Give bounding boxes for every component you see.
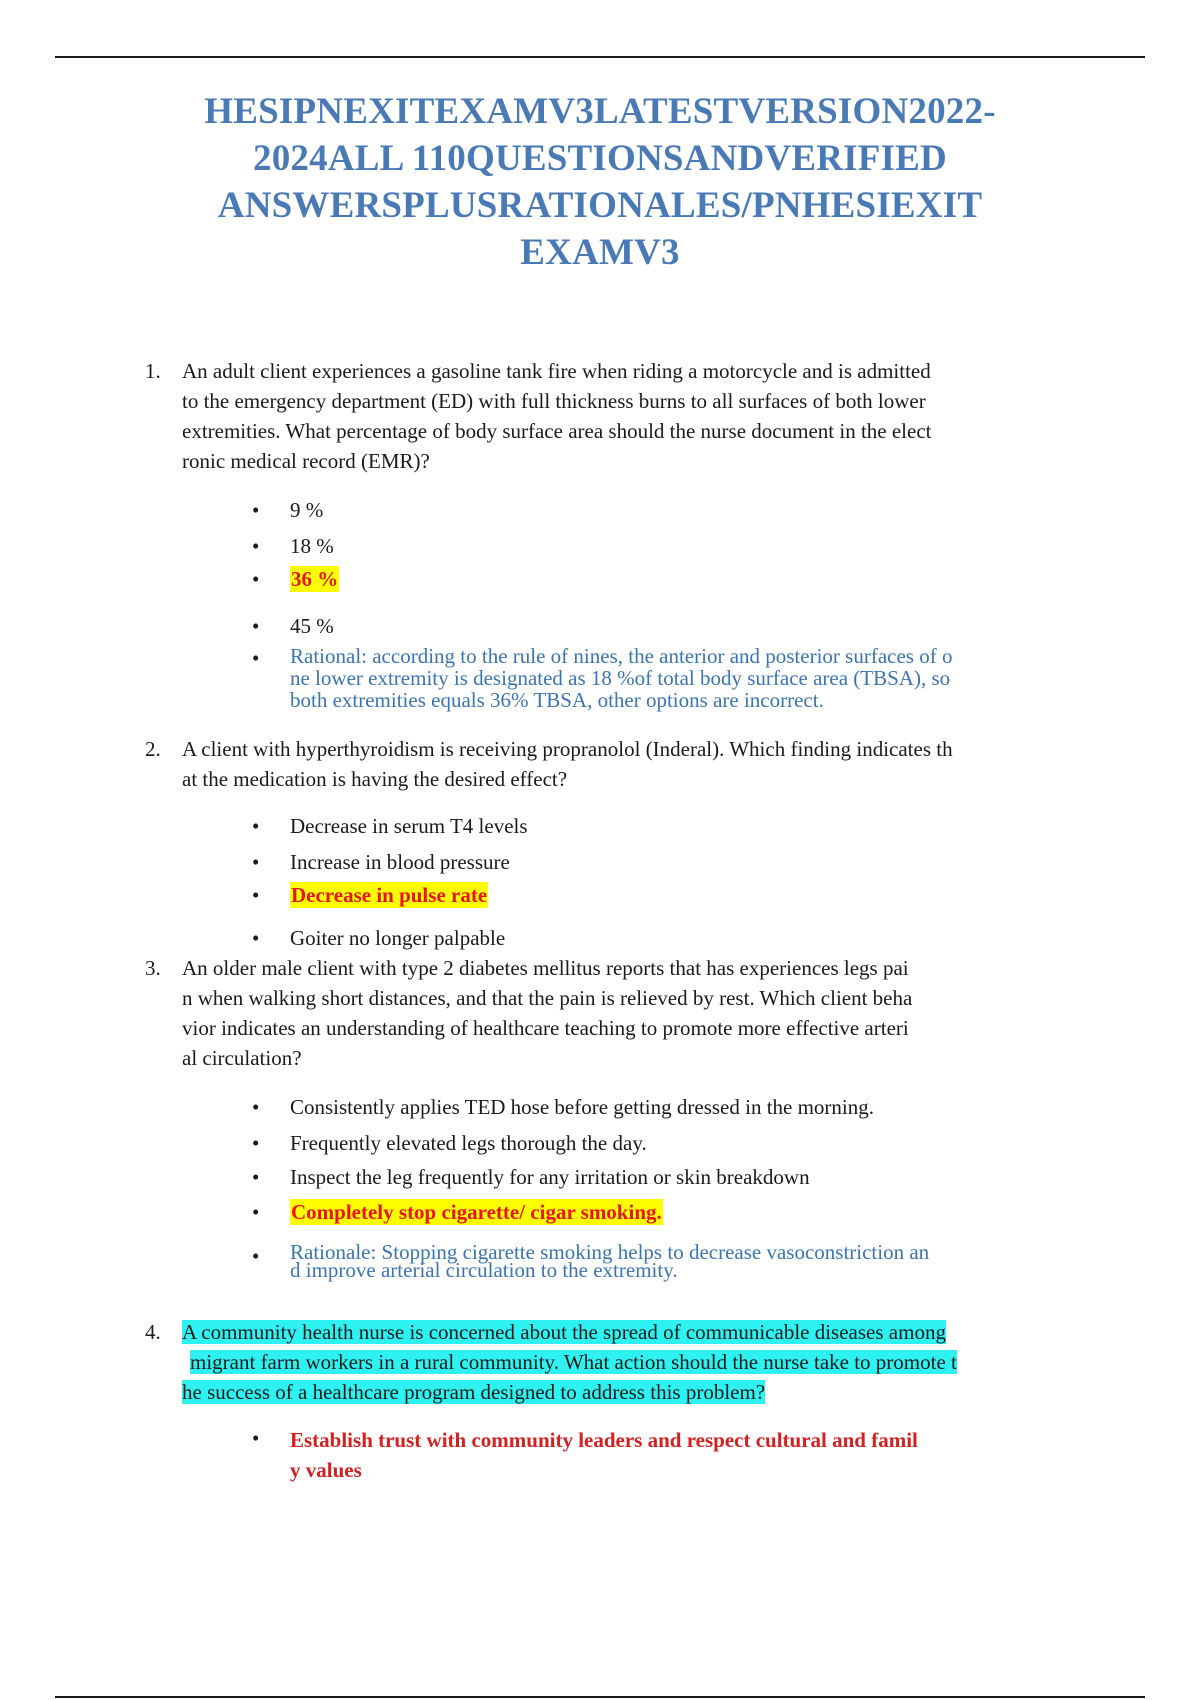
option-text: 36 % [291,567,339,591]
question-stem [182,1317,1085,1407]
rationale-line: both extremities equals 36% TBSA, other options are incorrect. [290,688,824,712]
bullet: • [252,1426,260,1450]
question-stem [182,356,1085,476]
bullet: • [252,883,260,907]
option-text: 45 % [290,614,334,638]
document-title [150,88,1050,276]
option-text: Decrease in serum T4 levels [290,814,528,838]
bullet: • [252,926,260,950]
option-text: Increase in blood pressure [290,850,510,874]
option-text: Frequently elevated legs thorough the day. [290,1131,647,1155]
option-text: Inspect the leg frequently for any irritation or skin breakdown [290,1165,810,1189]
bullet: • [252,850,260,874]
stem-line: An adult client experiences a gasoline tank fire when riding a motorcycle and is admitted [182,359,931,383]
stem-line-wrap [182,1347,1085,1377]
question-stem [182,734,1085,794]
question-number: 3. [145,956,161,980]
rationale-line: ne lower extremity is designated as 18 %of total body surface area (TBSA), so [290,666,951,690]
bullet: • [252,567,260,591]
stem-line: A client with hyperthyroidism is receiving propranolol (Inderal). Which finding indicates th [182,737,953,761]
bullet: • [252,534,260,558]
stem-line: An older male client with type 2 diabetes mellitus reports that has experiences legs pai [182,956,909,980]
stem-line: at the medication is having the desired effect? [182,767,568,791]
question-stem [182,953,1085,1073]
bullet: • [252,1200,260,1224]
option-text: Goiter no longer palpable [290,926,506,950]
question-2 [145,734,1085,794]
option-text: Decrease in pulse rate [291,883,488,907]
answer-text [290,1425,918,1485]
stem-line-wrap [182,1317,1085,1347]
stem-line: al circulation? [182,1046,302,1070]
title-line: 2024ALL 110QUESTIONSANDVERIFIED [253,138,947,179]
bullet: • [252,498,260,522]
bullet: • [252,1165,260,1189]
rationale-text [290,645,952,711]
bullet: • [252,614,260,638]
answer-line: y values [290,1458,362,1482]
bullet: • [252,1244,260,1268]
top-rule [55,56,1145,58]
title-line: HESIPNEXITEXAMV3LATESTVERSION2022- [204,91,996,132]
stem-line: A community health nurse is concerned about the spread of communicable diseases among [182,1320,946,1344]
bottom-rule [55,1696,1145,1698]
rationale-line: d improve arterial circulation to the extremity. [290,1258,678,1282]
stem-line: he success of a healthcare program designed to address this problem? [182,1380,766,1404]
stem-line: extremities. What percentage of body surface area should the nurse document in the elect [182,419,932,443]
question-1 [145,356,1085,476]
question-number: 2. [145,737,161,761]
answer-line: Establish trust with community leaders and respect cultural and famil [290,1428,918,1452]
question-3 [145,953,1085,1073]
rationale-line: Rational: according to the rule of nines, the anterior and posterior surfaces of o [290,644,953,668]
stem-line: ronic medical record (EMR)? [182,449,430,473]
rationale-text [290,1240,930,1282]
option-text: Consistently applies TED hose before getting dressed in the morning. [290,1095,875,1119]
bullet: • [252,1095,260,1119]
option-text: 18 % [290,534,334,558]
bullet: • [252,1131,260,1155]
option-text: 9 % [290,498,324,522]
bullet: • [252,814,260,838]
question-4 [145,1317,1085,1407]
rationale-line: Rationale: Stopping cigarette smoking helps to decrease vasoconstriction an [290,1240,930,1264]
option-text: Completely stop cigarette/ cigar smoking. [291,1200,662,1224]
stem-line: to the emergency department (ED) with full thickness burns to all surfaces of both lower [182,389,926,413]
title-line: ANSWERSPLUSRATIONALES/PNHESIEXIT [217,185,983,226]
stem-line-wrap [182,1377,1085,1407]
title-line: EXAMV3 [520,232,680,273]
question-number: 4. [145,1320,161,1344]
stem-line: migrant farm workers in a rural community. What action should the nurse take to promote t [190,1350,957,1374]
question-number: 1. [145,359,161,383]
stem-line: n when walking short distances, and that the pain is relieved by rest. Which client beha [182,986,913,1010]
bullet: • [252,646,260,670]
stem-line: vior indicates an understanding of healthcare teaching to promote more effective arteri [182,1016,909,1040]
